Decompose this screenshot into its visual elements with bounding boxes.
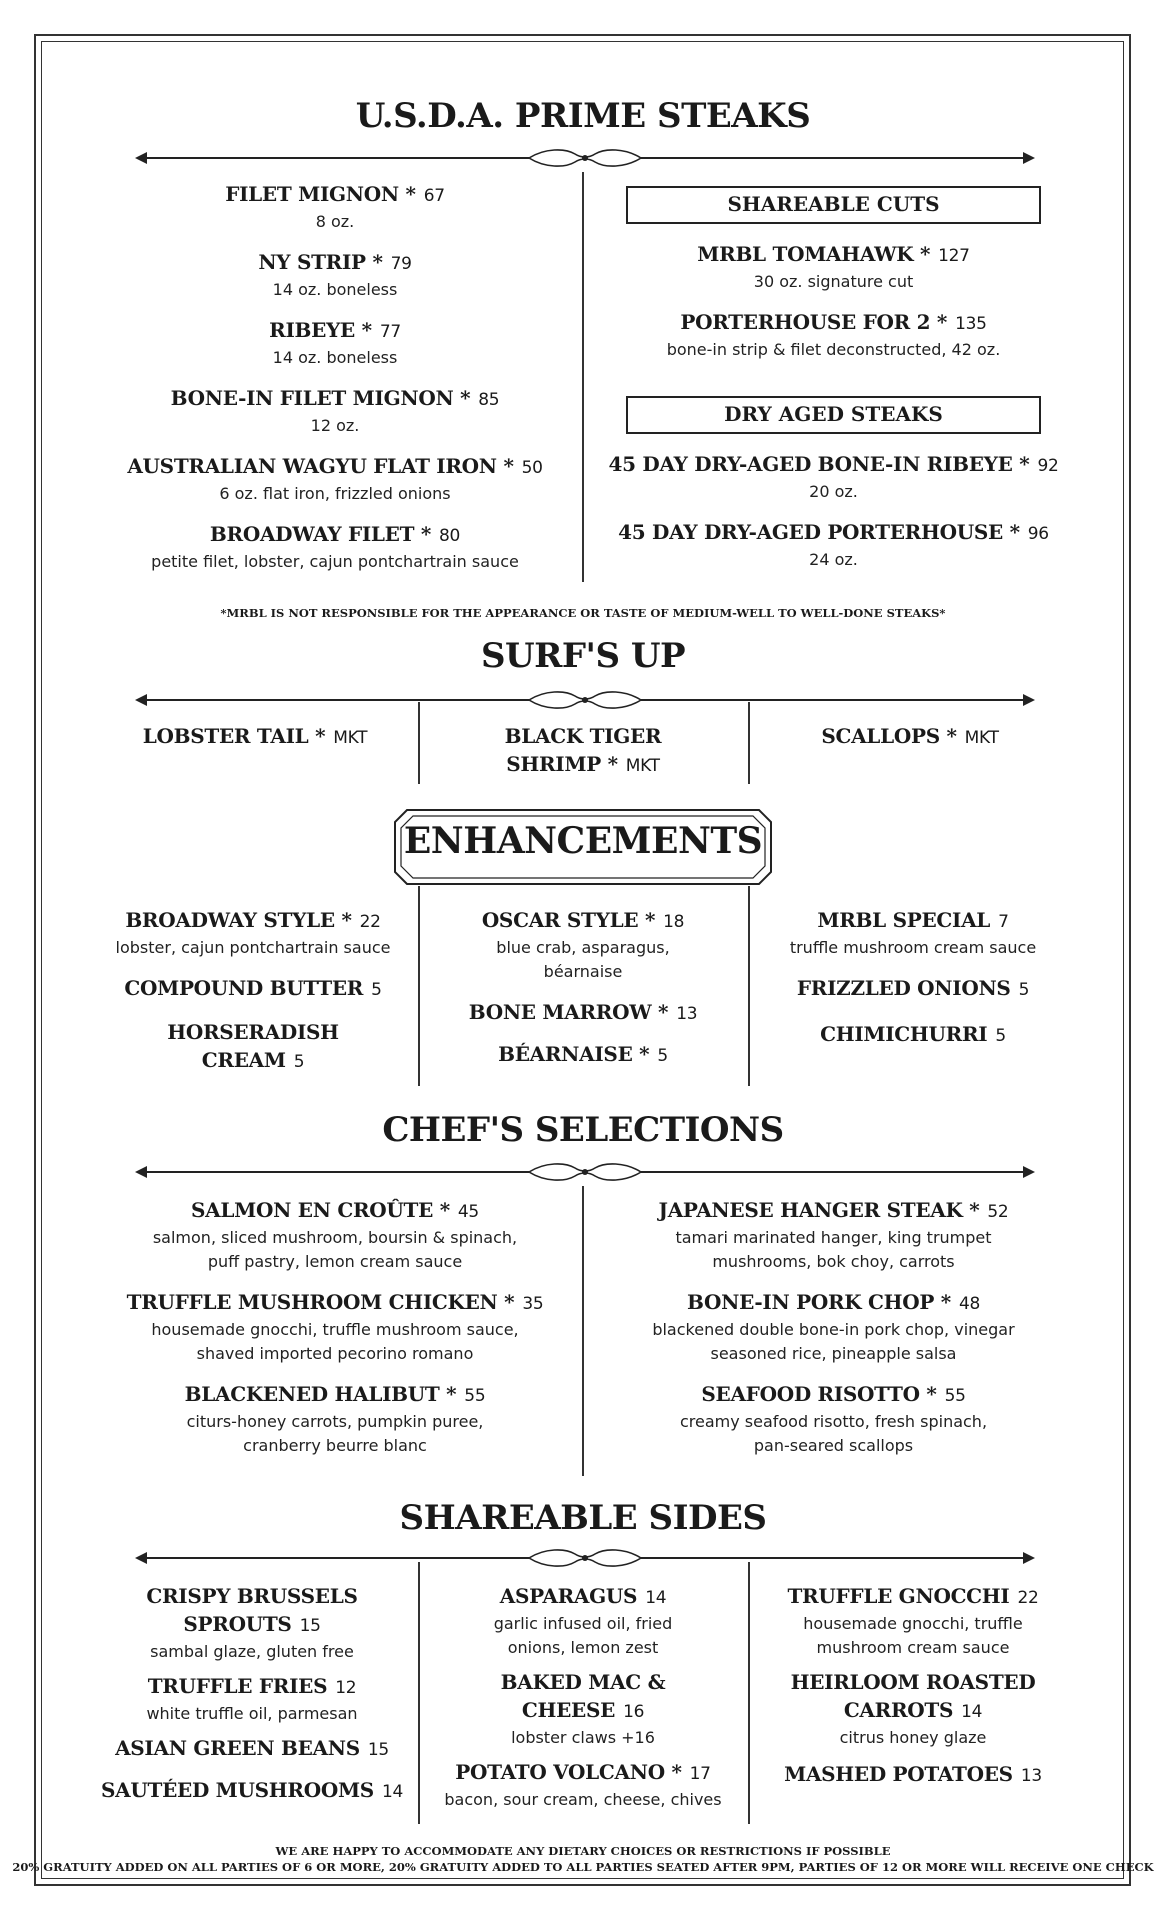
item-name: FILET MIGNON *: [225, 182, 416, 206]
item-desc: mushroom cream sauce: [816, 1638, 1010, 1657]
item-price: 80: [439, 526, 461, 546]
menu-item: [425, 906, 741, 984]
enhancements-col-3: [755, 906, 1071, 1064]
item-name: JAPANESE HANGER STEAK *: [658, 1198, 980, 1222]
menu-item: [596, 308, 1071, 362]
item-name: BÉARNAISE *: [498, 1042, 650, 1066]
item-name: OSCAR STYLE *: [481, 908, 656, 932]
steaks-left-column: [100, 180, 570, 588]
item-name: TRUFFLE FRIES: [147, 1674, 328, 1698]
item-desc: shaved imported pecorino romano: [196, 1344, 474, 1363]
item-desc: 14 oz. boneless: [272, 348, 398, 367]
menu-item: [755, 974, 1071, 1004]
item-price: 18: [663, 912, 685, 932]
sides-col-1: [92, 1582, 412, 1820]
item-desc: bone-in strip & filet deconstructed, 42 oz.: [666, 340, 1001, 359]
menu-item: [92, 1672, 412, 1726]
item-desc: 6 oz. flat iron, frizzled onions: [219, 484, 451, 503]
item-price: MKT: [333, 728, 368, 748]
item-price: 77: [379, 322, 401, 342]
item-desc: housemade gnocchi, truffle: [803, 1614, 1023, 1633]
item-desc: puff pastry, lemon cream sauce: [207, 1252, 463, 1271]
menu-item: [425, 998, 741, 1028]
sides-title: SHAREABLE SIDES: [399, 1498, 767, 1538]
item-price: 55: [464, 1386, 486, 1406]
sides-divider-2: [748, 1562, 750, 1824]
item-name-line1: CRISPY BRUSSELS: [146, 1584, 358, 1608]
item-desc: citurs-honey carrots, pumpkin puree,: [186, 1412, 484, 1431]
menu-item: [95, 1018, 411, 1076]
item-price: 92: [1037, 456, 1059, 476]
surf-title: SURF'S UP: [480, 636, 686, 676]
item-desc: bacon, sour cream, cheese, chives: [444, 1790, 722, 1809]
item-name: BONE-IN FILET MIGNON *: [170, 386, 471, 410]
item-name: RIBEYE *: [269, 318, 372, 342]
item-desc: citrus honey glaze: [839, 1728, 987, 1747]
sides-col-3: [755, 1582, 1071, 1804]
item-desc: lobster claws +16: [511, 1728, 655, 1747]
item-name-line2: SPROUTS: [183, 1612, 292, 1636]
enh-divider-2: [748, 886, 750, 1086]
item-name-line1: HORSERADISH: [167, 1020, 339, 1044]
item-name: ASIAN GREEN BEANS: [115, 1736, 360, 1760]
surf-item: [100, 722, 410, 752]
item-price: 14: [381, 1782, 403, 1802]
chef-column-divider: [582, 1186, 584, 1476]
item-price: 48: [958, 1294, 980, 1314]
item-name: FRIZZLED ONIONS: [796, 976, 1011, 1000]
item-name: MRBL SPECIAL: [817, 908, 991, 932]
menu-item: [755, 1668, 1071, 1750]
item-price: 17: [689, 1764, 711, 1784]
menu-item: [425, 1582, 741, 1660]
item-desc: 20 oz.: [809, 482, 858, 501]
item-name: BONE-IN PORK CHOP *: [687, 1290, 951, 1314]
enhancements-col-1: [95, 906, 411, 1090]
item-desc: béarnaise: [543, 962, 623, 981]
chef-title: CHEF'S SELECTIONS: [382, 1110, 784, 1150]
menu-item: [100, 520, 570, 574]
menu-item: [596, 450, 1071, 504]
item-price: 14: [961, 1702, 983, 1722]
item-price: 12: [335, 1678, 357, 1698]
item-name: NY STRIP *: [258, 250, 383, 274]
menu-item: [596, 518, 1071, 572]
item-desc: pan-seared scallops: [753, 1436, 914, 1455]
item-desc: white truffle oil, parmesan: [146, 1704, 358, 1723]
item-desc: sambal glaze, gluten free: [150, 1642, 354, 1661]
item-name: AUSTRALIAN WAGYU FLAT IRON *: [127, 454, 514, 478]
footer-line-2: 20% GRATUITY ADDED ON ALL PARTIES OF 6 OR MORE, 20% GRATUITY ADDED TO ALL PARTIES SEATED AFTER 9PM, PARTIES OF 12 OR MORE WILL RECEIVE ONE CHECK: [12, 1860, 1154, 1874]
item-name-line1: BAKED MAC &: [500, 1670, 666, 1694]
chef-right-column: [596, 1196, 1071, 1472]
item-name-line2: CARROTS: [843, 1698, 954, 1722]
menu-item: [92, 1734, 412, 1764]
item-name: SEAFOOD RISOTTO *: [701, 1382, 937, 1406]
item-name-line2: SHRIMP *: [506, 752, 618, 776]
ornament-divider: [135, 688, 1035, 712]
item-desc: housemade gnocchi, truffle mushroom sauce,: [151, 1320, 519, 1339]
menu-item: [425, 1040, 741, 1070]
item-price: 35: [522, 1294, 544, 1314]
item-price: 5: [995, 1026, 1006, 1046]
item-name: SALMON EN CROÛTE *: [191, 1198, 450, 1222]
shareable-cuts-header: SHAREABLE CUTS: [626, 186, 1041, 224]
item-name: BLACKENED HALIBUT *: [184, 1382, 457, 1406]
item-desc: mushrooms, bok choy, carrots: [712, 1252, 955, 1271]
menu-item: [596, 240, 1071, 294]
ornament-divider: [135, 146, 1035, 170]
enhancements-title: ENHANCEMENTS: [403, 820, 763, 862]
ornament-divider: [135, 1160, 1035, 1184]
menu-item: [425, 1668, 741, 1750]
item-price: 85: [478, 390, 500, 410]
item-price: 13: [1020, 1766, 1042, 1786]
menu-item: [100, 180, 570, 234]
menu-item: [755, 1020, 1071, 1050]
item-name: CHIMICHURRI: [820, 1022, 988, 1046]
menu-item: [95, 974, 411, 1004]
steaks-title: U.S.D.A. PRIME STEAKS: [355, 96, 811, 136]
item-price: 7: [998, 912, 1009, 932]
menu-item: [100, 316, 570, 370]
item-desc: onions, lemon zest: [507, 1638, 659, 1657]
surf-item: [425, 722, 741, 780]
item-name-line2: CHEESE: [521, 1698, 616, 1722]
item-desc: truffle mushroom cream sauce: [789, 938, 1037, 957]
dry-aged-header: DRY AGED STEAKS: [626, 396, 1041, 434]
menu-item: [92, 1776, 412, 1806]
item-price: 52: [987, 1202, 1009, 1222]
menu-item: [100, 452, 570, 506]
item-desc: 8 oz.: [315, 212, 355, 231]
menu-item: [755, 1582, 1071, 1660]
item-price: 50: [521, 458, 543, 478]
item-desc: tamari marinated hanger, king trumpet: [675, 1228, 992, 1247]
item-price: MKT: [625, 756, 660, 776]
item-desc: 14 oz. boneless: [272, 280, 398, 299]
item-price: 5: [657, 1046, 668, 1066]
item-price: 22: [359, 912, 381, 932]
item-name-line1: HEIRLOOM ROASTED: [790, 1670, 1036, 1694]
sides-col-2: [425, 1582, 741, 1826]
item-price: 14: [645, 1588, 667, 1608]
item-price: 5: [1018, 980, 1030, 1000]
item-name: POTATO VOLCANO *: [455, 1760, 682, 1784]
item-name: TRUFFLE MUSHROOM CHICKEN *: [126, 1290, 515, 1314]
item-desc: cranberry beurre blanc: [243, 1436, 427, 1455]
surf-item: [755, 722, 1065, 752]
item-name: 45 DAY DRY-AGED BONE-IN RIBEYE *: [608, 452, 1030, 476]
item-price: 55: [944, 1386, 966, 1406]
item-price: 5: [293, 1052, 305, 1072]
menu-item: [95, 906, 411, 960]
item-desc: petite filet, lobster, cajun pontchartrain sauce: [151, 552, 519, 571]
item-desc: blackened double bone-in pork chop, vinegar: [652, 1320, 1015, 1339]
item-desc: lobster, cajun pontchartrain sauce: [115, 938, 391, 957]
item-name: TRUFFLE GNOCCHI: [787, 1584, 1010, 1608]
item-desc: blue crab, asparagus,: [496, 938, 670, 957]
menu-item: [100, 384, 570, 438]
item-desc: garlic infused oil, fried: [493, 1614, 673, 1633]
steaks-disclaimer: *MRBL IS NOT RESPONSIBLE FOR THE APPEARANCE OR TASTE OF MEDIUM-WELL TO WELL-DONE STEAKS*: [220, 606, 946, 620]
item-name-line1: BLACK TIGER: [504, 724, 662, 748]
menu-item: [596, 1196, 1071, 1274]
item-desc: creamy seafood risotto, fresh spinach,: [679, 1412, 988, 1431]
item-name: 45 DAY DRY-AGED PORTERHOUSE *: [618, 520, 1020, 544]
menu-item: [425, 1758, 741, 1812]
item-price: 45: [457, 1202, 479, 1222]
item-price: 15: [367, 1740, 389, 1760]
item-desc: 30 oz. signature cut: [753, 272, 914, 291]
item-price: 13: [676, 1004, 698, 1024]
enhancements-col-2: [425, 906, 741, 1084]
shareable-cuts-column: [596, 240, 1071, 376]
item-name: SAUTÉED MUSHROOMS: [101, 1778, 374, 1802]
item-desc: 12 oz.: [310, 416, 360, 435]
ornament-divider: [135, 1546, 1035, 1570]
item-name: PORTERHOUSE FOR 2 *: [680, 310, 948, 334]
item-desc: 24 oz.: [809, 550, 858, 569]
menu-item: [596, 1288, 1071, 1366]
item-name: COMPOUND BUTTER: [124, 976, 364, 1000]
surf-divider-2: [748, 702, 750, 784]
item-name: MRBL TOMAHAWK *: [697, 242, 931, 266]
item-price: 79: [390, 254, 412, 274]
item-price: 67: [423, 186, 445, 206]
menu-item: [100, 1288, 570, 1366]
item-price: 5: [371, 980, 382, 1000]
item-name: ASPARAGUS: [499, 1584, 638, 1608]
item-price: 22: [1017, 1588, 1039, 1608]
steaks-column-divider: [582, 172, 584, 582]
item-name: MASHED POTATOES: [784, 1762, 1013, 1786]
footer-line-1: WE ARE HAPPY TO ACCOMMODATE ANY DIETARY CHOICES OR RESTRICTIONS IF POSSIBLE: [275, 1844, 891, 1858]
enh-divider-1: [418, 886, 420, 1086]
menu-item: [755, 906, 1071, 960]
item-name: LOBSTER TAIL *: [142, 724, 326, 748]
item-name: SCALLOPS *: [821, 724, 957, 748]
item-name: BROADWAY STYLE *: [125, 908, 352, 932]
chef-left-column: [100, 1196, 570, 1472]
menu-item: [92, 1582, 412, 1664]
dry-aged-column: [596, 450, 1071, 586]
menu-item: [100, 248, 570, 302]
item-name: BROADWAY FILET *: [209, 522, 432, 546]
item-price: 96: [1027, 524, 1049, 544]
item-price: MKT: [964, 728, 999, 748]
menu-item: [100, 1380, 570, 1458]
surf-divider-1: [418, 702, 420, 784]
item-price: 135: [955, 314, 987, 334]
item-price: 15: [299, 1616, 321, 1636]
menu-item: [596, 1380, 1071, 1458]
item-desc: salmon, sliced mushroom, boursin & spinach,: [152, 1228, 518, 1247]
item-price: 16: [623, 1702, 645, 1722]
item-desc: seasoned rice, pineapple salsa: [710, 1344, 957, 1363]
item-name: BONE MARROW *: [468, 1000, 669, 1024]
item-price: 127: [938, 246, 970, 266]
item-name-line2: CREAM: [201, 1048, 286, 1072]
sides-divider-1: [418, 1562, 420, 1824]
menu-item: [100, 1196, 570, 1274]
menu-item: [755, 1760, 1071, 1790]
